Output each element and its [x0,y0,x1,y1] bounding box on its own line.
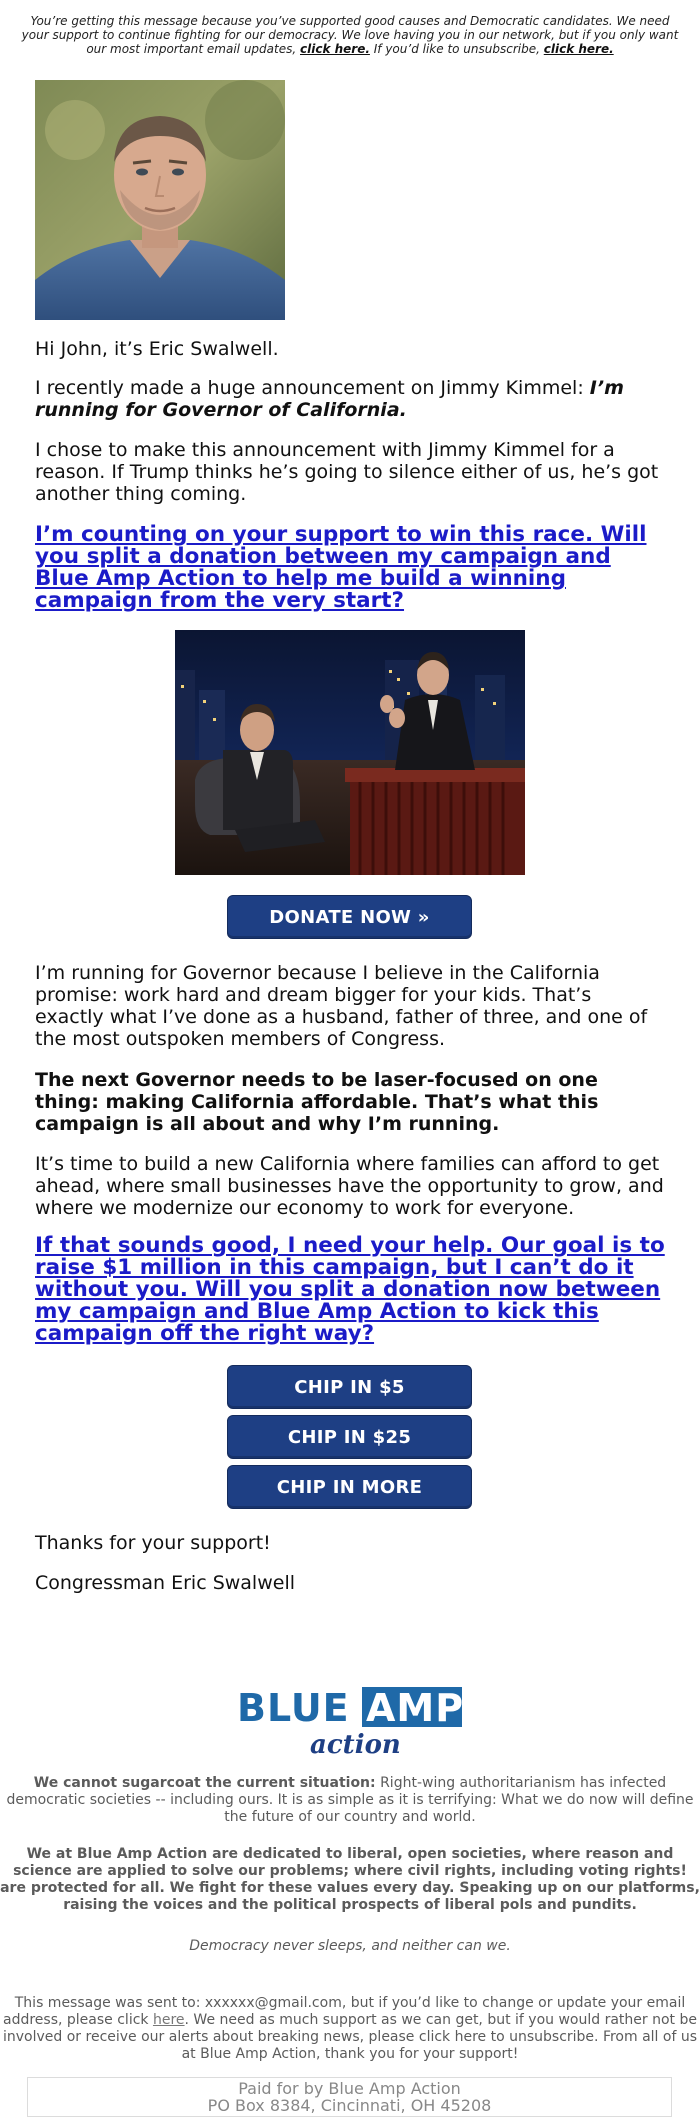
preferences-link[interactable]: click here. [300,42,370,56]
preheader [20,14,680,56]
footer-p4-text-a: This message was sent to: xxxxxx@gmail.com, but if you’d like to change or update your email address, please click [3,1995,686,2028]
signature: Congressman Eric Swalwell [35,1572,295,1594]
chip-in-5-button[interactable]: CHIP IN $5 [227,1365,472,1409]
footer-lead: We cannot sugarcoat the current situation: [33,1775,376,1791]
chip-in-more-button[interactable]: CHIP IN MORE [227,1465,472,1509]
blue-amp-action-logo [235,1685,465,1757]
footer-p4-text-b: . We need as much support as we can get, but if you would rather not be involved or receive our alerts about breaking news, please click here to unsubscribe. From all of us at Blue Amp Action, thank you for your support! [3,2012,697,2062]
unsubscribe-link[interactable]: click here. [543,42,614,56]
paid-for-text: Paid for by Blue Amp Action [238,2079,461,2098]
address-text: PO Box 8384, Cincinnati, OH 45208 [207,2096,492,2115]
chip-in-25-button[interactable]: CHIP IN $25 [227,1415,472,1459]
footer-paragraph-1 [0,1775,700,1826]
kimmel-reason-paragraph: I chose to make this announcement with Jimmy Kimmel for a reason. If Trump thinks he’s going to silence either of us, he’s got another thing coming. [35,439,659,505]
logo-action-text: action [310,1730,401,1757]
donate-ask-link-1[interactable]: I’m counting on your support to win this race. Will you split a donation between my campaign and Blue Amp Action to help me build a winning campaign from the very start? [35,522,647,613]
thanks-text: Thanks for your support! [35,1532,271,1554]
footer-tagline: Democracy never sleeps, and neither can we. [189,1938,511,1954]
paid-for-box [27,2077,672,2117]
headshot-image [35,80,285,320]
logo-amp-text: AMP [366,1686,465,1730]
greeting: Hi John, it’s Eric Swalwell. [35,338,279,360]
announcement-text: I recently made a huge announcement on Jimmy Kimmel: [35,377,584,399]
preheader-text: You’re getting this message because you’ve supported good causes and Democratic candidates. We need your support to continue fighting for our democracy. We love having you in our network, but if you only want our most important email updates, [21,14,679,56]
logo-blue-text: BLUE [237,1686,350,1730]
donate-ask-link-2[interactable]: If that sounds good, I need your help. Our goal is to raise $1 million in this campaign, but I can’t do it without you. Will you split a donation now between my campaign and Blue Amp Action to kick this campaign off the right way? [35,1233,665,1346]
new-california-paragraph: It’s time to build a new California where families can afford to get ahead, where small businesses have the opportunity to grow, and where we modernize our economy to work for everyone. [35,1153,664,1219]
footer-p1-text: Right-wing authoritarianism has infected democratic societies -- including ours. It is as simple as it is terrifying: What we do now will define the future of our country and world. [6,1775,694,1825]
announcement-emphasis: I’m running for Governor of California. [35,377,624,421]
update-email-link[interactable]: here [152,2012,185,2028]
announcement-paragraph [35,377,665,421]
preheader-text-2: If you’d like to unsubscribe, [373,42,540,56]
donate-now-button[interactable]: DONATE NOW » [227,895,472,939]
footer-paragraph-2: We at Blue Amp Action are dedicated to liberal, open societies, where reason and science are applied to solve our problems; where civil rights, including voting rights! are protected for all. We fight for these values every day. Speaking up on our platforms, raising the voices and the political prospects of liberal pols and pundits. [0,1846,700,1913]
affordability-paragraph: The next Governor needs to be laser-focused on one thing: making California affordable. That’s what this campaign is all about and why I’m running. [35,1069,599,1135]
why-running-paragraph: I’m running for Governor because I believe in the California promise: work hard and dream bigger for your kids. That’s exactly what I’ve done as a husband, father of three, and one of the most outspoken members of Congress. [35,962,648,1050]
kimmel-show-image [175,630,525,875]
footer-paragraph-4 [0,1995,700,2063]
